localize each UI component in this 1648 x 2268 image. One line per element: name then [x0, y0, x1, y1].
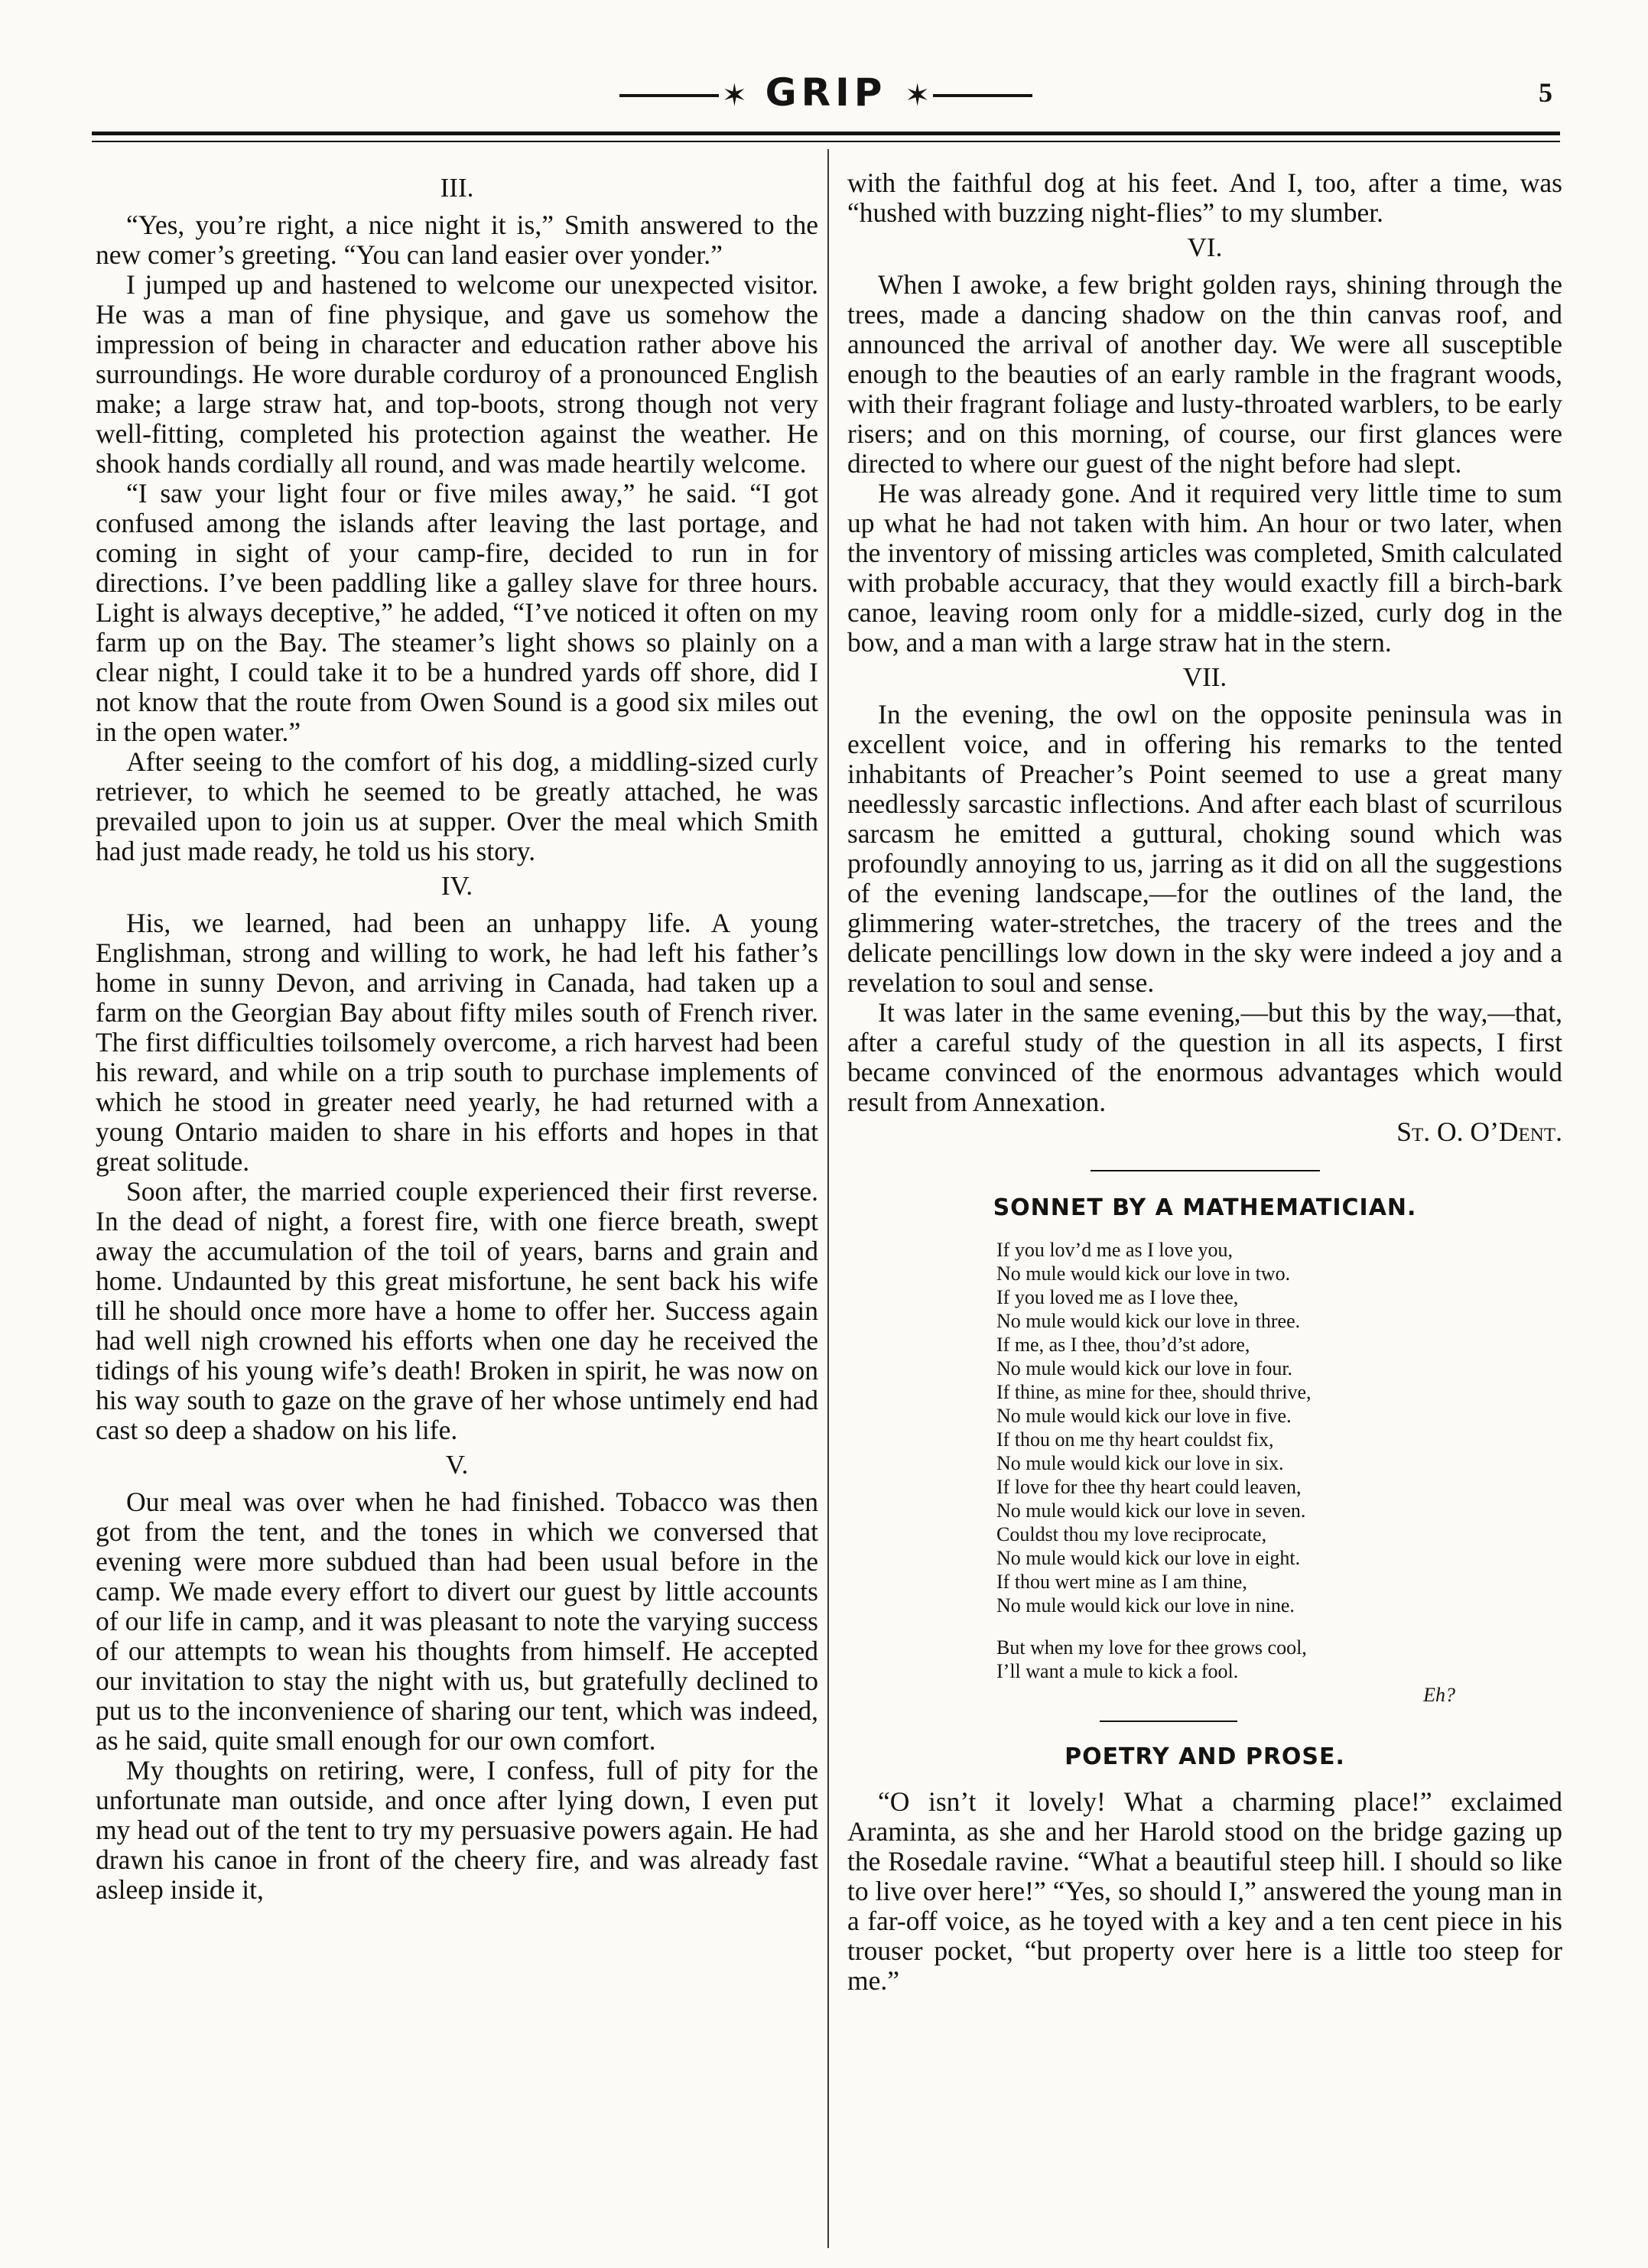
poem-line: No mule would kick our love in two. — [996, 1262, 1291, 1285]
paragraph: “I saw your light four or five miles away,” he said. “I got confused among the islands after leaving the last portage, and coming in sight of your camp-fire, decided to run in for directions. I’ve been paddling like a galley slave for three hours. Light is always deceptive,” he added, “I’ve noticed it often on my farm up on the Bay. The steamer’s light shows so plainly on a clear night, I could take it to be a hundred yards off shore, did I not know that the route from Owen Sound is a good six miles out in the open water.” — [96, 478, 818, 747]
star-ornament-right: ✶ — [904, 78, 931, 113]
star-ornament-left: ✶ — [721, 78, 748, 113]
poem-line: No mule would kick our love in nine. — [996, 1594, 1295, 1617]
poem-line: If me, as I thee, thou’d’st adore, — [996, 1334, 1250, 1356]
section-heading-3: III. — [440, 173, 474, 203]
poem-coda-line: I’ll want a mule to kick a fool. — [996, 1660, 1239, 1682]
poem-line: No mule would kick our love in three. — [996, 1310, 1301, 1332]
poem-line: No mule would kick our love in five. — [996, 1405, 1292, 1427]
stanza-gap — [996, 1617, 1562, 1636]
poem-line: If thou on me thy heart couldst fix, — [996, 1428, 1274, 1451]
separator-rule — [1091, 1170, 1320, 1171]
column-divider — [827, 149, 829, 2248]
masthead-title-text: GRIP — [765, 70, 887, 115]
header-rule-thin — [92, 141, 1560, 142]
sonnet-title: SONNET BY A MATHEMATICIAN. — [993, 1194, 1417, 1221]
section-heading-6: VI. — [1187, 232, 1223, 262]
section-heading-5: V. — [445, 1450, 469, 1480]
poem-line: If thou wert mine as I am thine, — [996, 1571, 1247, 1593]
paragraph: My thoughts on retiring, were, I confess, full of pity for the unfortunate man outside, and once after lying down, I even put my head out of the tent to try my persuasive powers again. He had drawn his canoe in front of the cheery fire, and was already fast asleep inside it, — [96, 1755, 818, 1905]
paragraph: After seeing to the comfort of his dog, a middling-sized curly retriever, to which he seemed to be greatly attached, he was prevailed upon to join us at supper. Over the meal which Smith had just made ready, he told us his story. — [96, 746, 818, 866]
paragraph: “Yes, you’re right, a nice night it is,” Smith answered to the new comer’s greeting. “You can land easier over yonder.” — [96, 210, 818, 270]
masthead — [92, 70, 1560, 116]
poem-line: No mule would kick our love in seven. — [996, 1500, 1306, 1522]
right-column — [847, 168, 1562, 1996]
poem-tag: Eh? — [1423, 1684, 1455, 1706]
paragraph: Our meal was over when he had finished. Tobacco was then got from the tent, and the tones in which we conversed that evening were more subdued than had been usual before in the camp. We made every effort to divert our guest by little accounts of our life in camp, and it was pleasant to note the varying success of our attempts to wean his thoughts from himself. He accepted our invitation to stay the night with us, but gratefully declined to put us to the inconvenience of sharing our tent, which was indeed, as he said, quite small enough for our own comfort. — [96, 1487, 818, 1756]
poem-line: Couldst thou my love reciprocate, — [996, 1523, 1267, 1545]
masthead-title — [92, 70, 1560, 115]
page-number: 5 — [1539, 77, 1552, 108]
paragraph-continued: with the faithful dog at his feet. And I, too, after a time, was “hushed with buzzing night-flies” to my slumber. — [847, 167, 1562, 228]
left-column — [96, 168, 818, 1905]
author-signature: St. O. O’Dent. — [1396, 1116, 1562, 1147]
separator-rule — [1100, 1720, 1237, 1722]
section-heading-7: VII. — [1182, 662, 1227, 692]
poem-line: No mule would kick our love in eight. — [996, 1547, 1301, 1569]
poem-line: If thine, as mine for thee, should thrive, — [996, 1381, 1312, 1403]
section-heading-4: IV. — [440, 871, 473, 901]
paragraph: His, we learned, had been an unhappy life. A young Englishman, strong and willing to work, he had left his father’s home in sunny Devon, and arriving in Canada, had taken up a farm on the Georgian Bay about fifty miles south of French river. The first difficulties toilsomely overcome, a rich harvest had been his reward, and while on a trip south to purchase implements of which he stood in greater need yearly, he had returned with a young Ontario maiden to share in his efforts and hopes in that great solitude. — [96, 908, 818, 1177]
poem-line: No mule would kick our love in four. — [996, 1357, 1293, 1379]
paragraph: When I awoke, a few bright golden rays, shining through the trees, made a dancing shadow on the thin canvas roof, and announced the arrival of another day. We were all susceptible enough to the beauties of an early ramble in the fragrant woods, with their fragrant foliage and lusty-throated warblers, to be early risers; and on this morning, of course, our first glances were directed to where our guest of the night before had slept. — [847, 269, 1562, 479]
header-rule-thick — [92, 132, 1560, 135]
prose-title: POETRY AND PROSE. — [1065, 1743, 1345, 1770]
poem-line: No mule would kick our love in six. — [996, 1452, 1284, 1474]
poem-line: If you loved me as I love thee, — [996, 1286, 1239, 1308]
masthead-left-rule — [619, 94, 719, 97]
sonnet-poem — [996, 1238, 1562, 1707]
paragraph: I jumped up and hastened to welcome our unexpected visitor. He was a man of fine physique, and gave us somehow the impression of being in character and education rather above his surroundings. He wore durable corduroy of a pronounced English make; a large straw hat, and top-boots, strong though not very well-fitting, completed his protection against the weather. He shook hands cordially all round, and was made heartily welcome. — [96, 269, 818, 479]
paragraph: He was already gone. And it required very little time to sum up what he had not taken with him. An hour or two later, when the inventory of missing articles was completed, Smith calculated with probable accuracy, that they would exactly fill a birch-bark canoe, leaving room only for a middle-sized, curly dog in the bow, and a man with a large straw hat in the stern. — [847, 478, 1562, 658]
poem-line: If love for thee thy heart could leaven, — [996, 1476, 1302, 1498]
masthead-right-rule — [933, 94, 1032, 97]
paragraph: “O isn’t it lovely! What a charming place!” exclaimed Araminta, as she and her Harold stood on the bridge gazing up the Rosedale ravine. “What a beautiful steep hill. I should so like to live over here!” “Yes, so should I,” answered the young man in a far-off voice, as he toyed with a key and a ten cent piece in his trouser pocket, “but property over here is a little too steep for me.” — [847, 1786, 1562, 1996]
paragraph: Soon after, the married couple experienced their first reverse. In the dead of night, a forest fire, with one fierce breath, swept away the accumulation of the toil of years, barns and grain and home. Undaunted by this great misfortune, he sent back his wife till he should once more have a home to offer her. Success again had well nigh crowned his efforts when one day he received the tidings of his young wife’s death! Broken in spirit, he was now on his way south to gaze on the grave of her whose untimely end had cast so deep a shadow on his life. — [96, 1176, 818, 1445]
paragraph: It was later in the same evening,—but this by the way,—that, after a careful study of the question in all its aspects, I first became convinced of the enormous advantages which would result from Annexation. — [847, 997, 1562, 1117]
poem-line: If you lov’d me as I love you, — [996, 1239, 1234, 1261]
paragraph: In the evening, the owl on the opposite peninsula was in excellent voice, and in offering his remarks to the tented inhabitants of Preacher’s Point seemed to use a great many needlessly sarcastic inflections. And after each blast of scurrilous sarcasm he emitted a guttural, choking sound which was profoundly annoying to us, jarring as it did on all the suggestions of the evening landscape,—for the outlines of the land, the glimmering water-stretches, the tracery of the trees and the delicate pencillings low down in the sky were indeed a joy and a revelation to soul and sense. — [847, 699, 1562, 998]
poem-coda-line: But when my love for thee grows cool, — [996, 1636, 1307, 1659]
